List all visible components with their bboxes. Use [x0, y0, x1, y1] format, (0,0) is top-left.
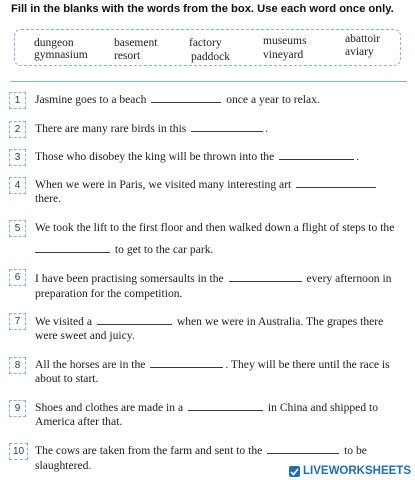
- answer-blank[interactable]: [188, 401, 263, 411]
- question-text: slaughtered.: [35, 459, 92, 472]
- question-number: 6: [9, 269, 26, 286]
- instructions: Fill in the blanks with the words from the box. Use each word once only.: [11, 3, 394, 15]
- question-text: We took the lift to the first floor and then walked down a flight of steps to the: [35, 221, 395, 234]
- answer-blank[interactable]: [151, 93, 221, 103]
- answer-blank[interactable]: [229, 272, 302, 282]
- question-text: America after that.: [35, 415, 123, 428]
- question-number: 10: [9, 443, 28, 460]
- question-text: When we were in Paris, we visited many interesting art: [35, 178, 378, 191]
- word-box-word: basement: [114, 37, 158, 49]
- answer-blank[interactable]: [267, 444, 339, 454]
- question-text: there.: [35, 192, 62, 205]
- word-box-word: aviary: [345, 46, 374, 58]
- answer-blank[interactable]: [35, 243, 110, 253]
- question-text: to get to the car park.: [35, 243, 213, 256]
- question-number: 2: [9, 121, 26, 138]
- question-text: I have been practising somersaults in the every afternoon in: [35, 272, 392, 285]
- word-box-word: vineyard: [263, 49, 304, 61]
- question-text: There are many rare birds in this .: [35, 122, 269, 135]
- question-text: All the horses are in the . They will be there until the race is: [35, 358, 390, 371]
- answer-blank[interactable]: [279, 150, 354, 160]
- answer-blank[interactable]: [150, 358, 223, 368]
- word-box-word: museums: [263, 35, 307, 47]
- word-box-word: resort: [114, 50, 141, 62]
- question-text: We visited a when we were in Australia. The grapes there: [35, 315, 384, 328]
- divider: [10, 81, 407, 82]
- liveworksheets-logo-icon: [288, 465, 301, 478]
- word-box-word: abattoir: [345, 33, 381, 45]
- word-box: [14, 29, 401, 66]
- liveworksheets-logo-text: LIVEWORKSHEETS: [303, 465, 411, 477]
- question-text: Shoes and clothes are made in a in China and shipped to: [35, 401, 379, 414]
- answer-blank[interactable]: [191, 122, 263, 132]
- word-box-word: factory: [189, 37, 222, 49]
- word-box-word: gymnasium: [34, 49, 88, 61]
- question-number: 5: [9, 220, 26, 237]
- question-text: about to start.: [35, 372, 99, 385]
- word-box-word: paddock: [191, 51, 230, 63]
- question-text: preparation for the competition.: [35, 287, 183, 300]
- question-number: 4: [9, 177, 26, 194]
- question-text: The cows are taken from the farm and sent to the to be: [35, 444, 367, 457]
- question-number: 1: [9, 92, 26, 109]
- question-number: 9: [9, 400, 26, 417]
- question-text: Jasmine goes to a beach once a year to relax.: [35, 93, 320, 106]
- question-number: 7: [9, 313, 26, 330]
- question-number: 3: [9, 149, 26, 166]
- question-number: 8: [9, 357, 26, 374]
- liveworksheets-logo: [288, 464, 411, 478]
- question-text: Those who disobey the king will be thrown into the .: [35, 150, 360, 163]
- word-box-word: dungeon: [34, 37, 74, 49]
- question-text: were sweet and juicy.: [35, 329, 135, 342]
- answer-blank[interactable]: [97, 315, 172, 325]
- answer-blank[interactable]: [296, 178, 376, 188]
